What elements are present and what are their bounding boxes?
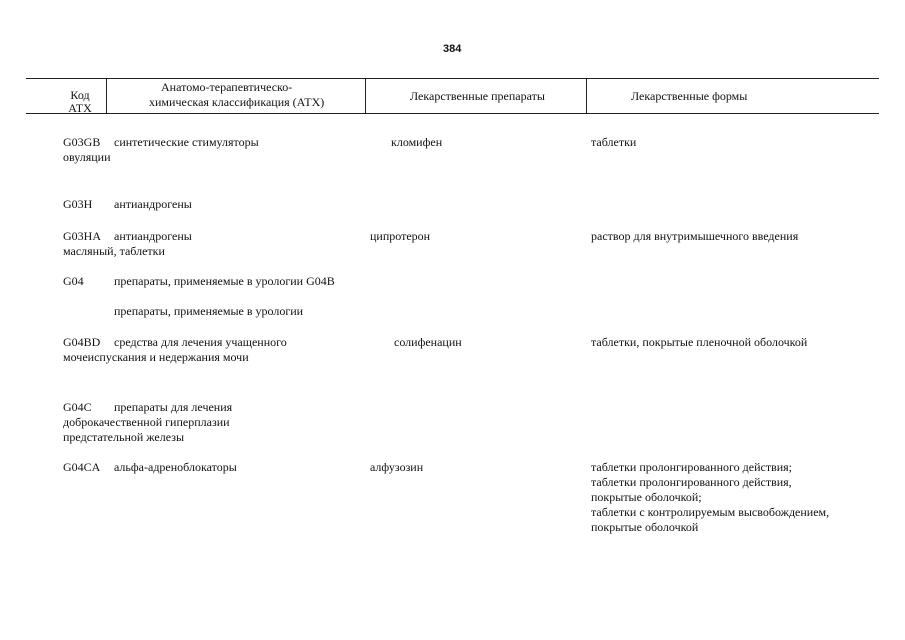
atc-classification-continued: доброкачественной гиперплазии: [63, 415, 230, 429]
column-divider: [365, 79, 366, 113]
atc-classification: препараты, применяемые в урологии G04B: [114, 274, 335, 288]
atc-classification-continued: мочеиспускания и недержания мочи: [63, 350, 249, 364]
dosage-form: раствор для внутримышечного введения: [591, 229, 799, 243]
column-divider: [586, 79, 587, 113]
atc-code: G04BD: [63, 335, 101, 349]
atc-classification: синтетические стимуляторы: [114, 135, 259, 149]
atc-code: G03HA: [63, 229, 101, 243]
dosage-form: покрытые оболочкой: [591, 520, 699, 534]
page-number: 384: [443, 43, 462, 55]
drug-name: ципротерон: [370, 229, 431, 243]
atc-code: G03H: [63, 197, 93, 211]
atc-code: G04: [63, 274, 84, 288]
atc-classification: препараты, применяемые в урологии: [114, 304, 304, 318]
dosage-form: таблетки, покрытые пленочной оболочкой: [591, 335, 808, 349]
header-forms: Лекарственные формы: [631, 89, 748, 103]
header-classification-line2: химическая классификация (АТХ): [149, 95, 325, 109]
header-code-line2: АТХ: [68, 101, 92, 115]
atc-classification-continued: овуляции: [63, 150, 111, 164]
atc-code: G04CA: [63, 460, 101, 474]
atc-classification: препараты для лечения: [114, 400, 233, 414]
header-drugs: Лекарственные препараты: [410, 89, 545, 103]
drug-name: солифенацин: [394, 335, 462, 349]
table-header-bottom-rule: [26, 113, 879, 114]
atc-classification-continued: масляный, таблетки: [63, 244, 165, 258]
atc-classification: антиандрогены: [114, 229, 192, 243]
atc-classification: альфа-адреноблокаторы: [114, 460, 237, 474]
header-code-line1: Код: [70, 88, 90, 102]
dosage-form: таблетки: [591, 135, 637, 149]
header-classification-line1: Анатомо-терапевтическо-: [161, 80, 293, 94]
dosage-form: таблетки с контролируемым высвобождением,: [591, 505, 830, 519]
drug-name: кломифен: [391, 135, 443, 149]
atc-classification: средства для лечения учащенного: [114, 335, 287, 349]
dosage-form: таблетки пролонгированного действия,: [591, 475, 792, 489]
drug-name: алфузозин: [370, 460, 424, 474]
dosage-form: таблетки пролонгированного действия;: [591, 460, 793, 474]
column-divider: [106, 79, 107, 113]
atc-classification-continued: предстательной железы: [63, 430, 185, 444]
dosage-form: покрытые оболочкой;: [591, 490, 702, 504]
atc-code: G03GB: [63, 135, 101, 149]
atc-classification: антиандрогены: [114, 197, 192, 211]
table-top-rule: [26, 78, 879, 79]
atc-code: G04C: [63, 400, 92, 414]
